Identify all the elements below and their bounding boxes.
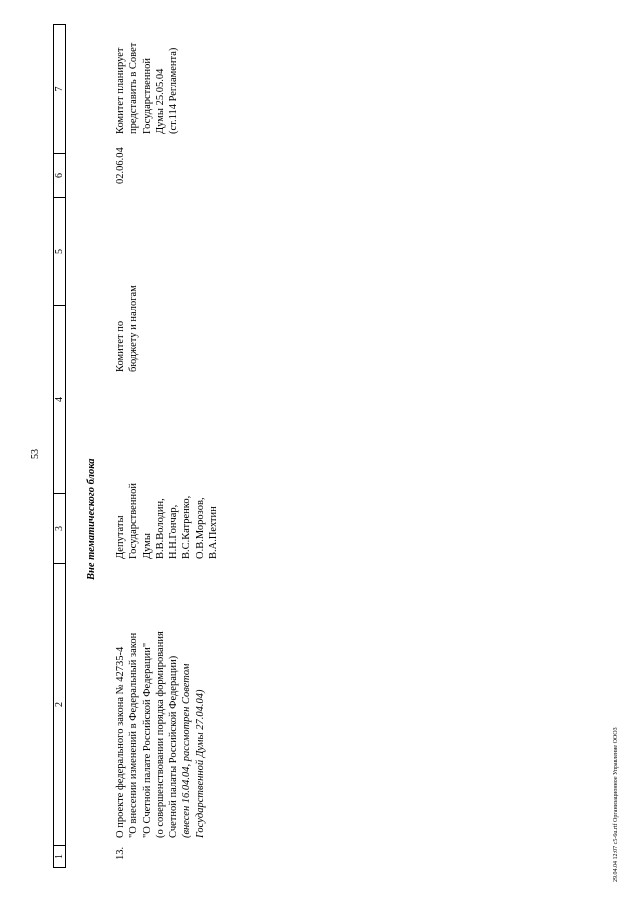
row-number: 13. <box>115 846 126 860</box>
column-header-1: 1 <box>54 845 65 867</box>
authors-cell <box>114 439 220 559</box>
title-line: "О Счетной палате Российской Федерации" <box>141 642 153 838</box>
column-header-3: 3 <box>54 493 65 563</box>
title-line: О проекте федерального закона № 42735-4 <box>115 646 126 838</box>
author-line: В.В.Володин, <box>154 498 166 559</box>
note-line: представить в Совет <box>128 42 140 134</box>
author-line: Государственной <box>128 483 140 559</box>
note-cell <box>114 14 180 134</box>
note-line: Государственной <box>141 58 153 134</box>
column-header-7: 7 <box>54 86 65 92</box>
title-line: (о совершенствовании порядка формирования <box>154 631 166 838</box>
page-number: 53 <box>30 449 41 459</box>
committee-line: Комитет по <box>115 320 126 372</box>
column-header-6: 6 <box>54 153 65 197</box>
date-cell: 02.06.04 <box>115 147 126 184</box>
note-line: Думы 25.05.04 <box>154 68 166 134</box>
column-header-5: 5 <box>54 197 65 305</box>
column-header-2: 2 <box>54 563 65 845</box>
title-note-line: Государственной Думы 27.04.04) <box>194 689 206 838</box>
author-line: Н.Н.Гончар, <box>168 504 180 559</box>
section-title: Вне тематического блока <box>86 458 97 580</box>
author-line: Думы <box>141 533 153 559</box>
title-line: Счетной палаты Российской Федерации) <box>168 655 180 838</box>
committee-line: бюджету и налогам <box>128 285 140 372</box>
title-line: "О внесении изменений в Федеральный закон <box>128 632 140 838</box>
note-line: Комитет планирует <box>115 47 126 134</box>
column-header-4: 4 <box>54 305 65 493</box>
author-line: В.А.Пехтин <box>208 506 220 559</box>
column-header-table <box>53 24 66 868</box>
title-note-line: (внесен 16.04.04, рассмотрен Советом <box>181 663 193 838</box>
author-line: О.В.Морозов, <box>194 497 206 559</box>
author-line: Депутаты <box>115 515 126 559</box>
bill-title <box>114 538 207 838</box>
author-line: В.С.Катренко, <box>181 495 193 559</box>
print-footer: 29.04.04 12:07 c5-6u.rtf Организационное Управление ООО3 <box>613 727 619 882</box>
committee-cell <box>114 222 141 372</box>
note-line: (ст.114 Регламента) <box>168 47 180 134</box>
